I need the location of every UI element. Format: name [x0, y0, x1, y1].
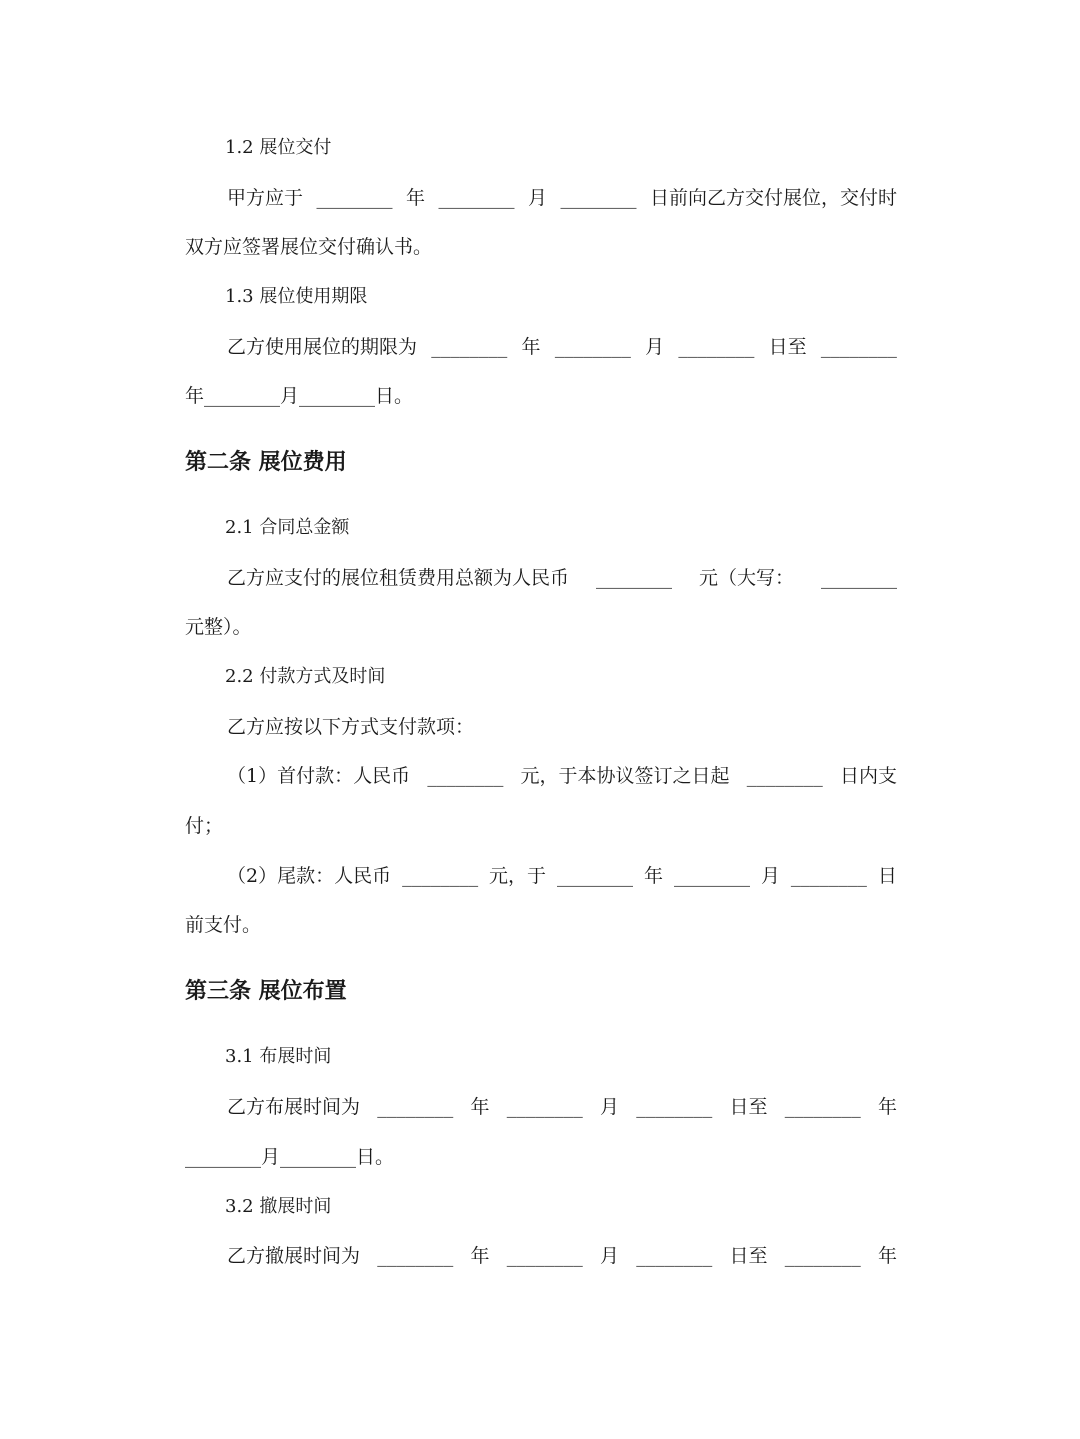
text-segment: 日内支 — [839, 765, 897, 787]
text-segment: 日前向乙方交付展位，交付时 — [649, 187, 897, 209]
blank-field: ________ — [299, 385, 376, 407]
text-segment: 元，于本协议签订之日起 — [520, 765, 730, 787]
blank-field: ________ — [678, 336, 755, 358]
payment-item-1-line-1 — [185, 761, 897, 791]
blank-field: ________ — [402, 865, 479, 887]
text-segment: 月 — [760, 865, 780, 887]
article-2-heading: 第二条 展位费用 — [185, 450, 347, 475]
text-segment: 乙方撤展时间为 — [227, 1245, 361, 1267]
text-segment: 年 — [470, 1245, 490, 1267]
text-segment: 日。 — [375, 385, 414, 407]
blank-field: ________ — [673, 865, 750, 887]
clause-2-1-text-line-2: 元整）。 — [185, 616, 252, 638]
text-segment: 日。 — [356, 1146, 395, 1168]
blank-field: ________ — [506, 1245, 583, 1267]
clause-1-3-title: 1.3 展位使用期限 — [225, 286, 368, 307]
document-page — [185, 0, 897, 1439]
text-segment: 日 — [877, 865, 897, 887]
text-segment: 乙方使用展位的期限为 — [227, 336, 418, 358]
blank-field: ________ — [636, 1096, 713, 1118]
blank-field: ________ — [506, 1096, 583, 1118]
payment-item-2-line-1 — [185, 861, 897, 891]
clause-1-2-text-line-1 — [185, 183, 897, 213]
text-segment: 年 — [470, 1096, 490, 1118]
text-segment: 元（大写： — [698, 567, 794, 589]
text-segment: 日至 — [729, 1245, 768, 1267]
text-segment: 月 — [599, 1096, 619, 1118]
clause-2-2-title: 2.2 付款方式及时间 — [225, 666, 386, 687]
text-segment: 月 — [261, 1146, 281, 1168]
blank-field: ________ — [427, 765, 504, 787]
blank-field: ________ — [746, 765, 823, 787]
clause-3-2-text-line-1 — [185, 1241, 897, 1271]
blank-field: ________ — [790, 865, 867, 887]
text-segment: 日至 — [768, 336, 807, 358]
text-segment: （1）首付款：人民币 — [227, 765, 411, 787]
text-segment: 甲方应于 — [227, 187, 304, 209]
text-segment: 月 — [280, 385, 300, 407]
clause-2-1-title: 2.1 合同总金额 — [225, 517, 350, 538]
blank-field: ________ — [820, 567, 897, 589]
blank-field: ________ — [377, 1096, 454, 1118]
blank-field: ________ — [431, 336, 508, 358]
blank-field: ________ — [377, 1245, 454, 1267]
clause-1-2-title: 1.2 展位交付 — [225, 137, 332, 158]
blank-field: ________ — [280, 1146, 357, 1168]
text-segment: 日至 — [729, 1096, 768, 1118]
clause-1-3-text-line-2 — [185, 381, 897, 411]
blank-field: ________ — [204, 385, 281, 407]
blank-field: ________ — [636, 1245, 713, 1267]
text-segment: 年 — [877, 1096, 897, 1118]
blank-field: ________ — [438, 187, 515, 209]
clause-3-1-title: 3.1 布展时间 — [225, 1046, 332, 1067]
text-segment: 元，于 — [489, 865, 547, 887]
text-segment: 月 — [527, 187, 547, 209]
payment-item-1-line-2: 付； — [185, 815, 224, 837]
text-segment: 乙方应支付的展位租赁费用总额为人民币 — [227, 567, 570, 589]
article-3-heading: 第三条 展位布置 — [185, 979, 347, 1004]
clause-2-2-intro: 乙方应按以下方式支付款项： — [227, 716, 475, 738]
blank-field: ________ — [820, 336, 897, 358]
clause-1-3-text-line-1 — [185, 332, 897, 362]
blank-field: ________ — [596, 567, 672, 589]
blank-field: ________ — [554, 336, 631, 358]
text-segment: 年 — [643, 865, 663, 887]
text-segment: （2）尾款：人民币 — [227, 865, 392, 887]
text-segment: 乙方布展时间为 — [227, 1096, 361, 1118]
blank-field: ________ — [316, 187, 393, 209]
payment-item-2-line-2: 前支付。 — [185, 914, 262, 936]
text-segment: 年 — [521, 336, 541, 358]
clause-2-1-text-line-1 — [185, 563, 897, 593]
text-segment: 月 — [645, 336, 665, 358]
blank-field: ________ — [560, 187, 637, 209]
clause-1-2-text-line-2: 双方应签署展位交付确认书。 — [185, 236, 433, 258]
text-segment: 年 — [877, 1245, 897, 1267]
clause-3-1-text-line-1 — [185, 1092, 897, 1122]
clause-3-1-text-line-2 — [185, 1142, 897, 1172]
blank-field: ________ — [185, 1146, 261, 1168]
blank-field: ________ — [557, 865, 634, 887]
text-segment: 年 — [185, 385, 205, 407]
text-segment: 月 — [599, 1245, 619, 1267]
blank-field: ________ — [784, 1096, 861, 1118]
blank-field: ________ — [784, 1245, 861, 1267]
text-segment: 年 — [405, 187, 425, 209]
clause-3-2-title: 3.2 撤展时间 — [225, 1196, 332, 1217]
